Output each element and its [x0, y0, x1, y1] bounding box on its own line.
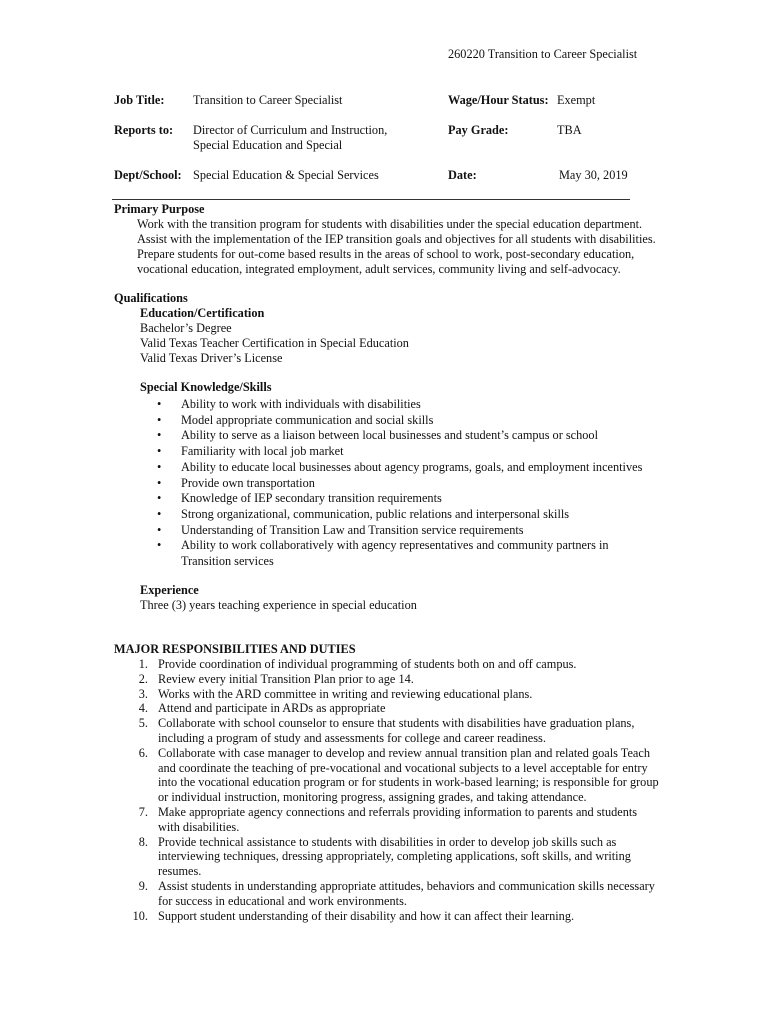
duty-text: Works with the ARD committee in writing and reviewing educational plans.	[158, 686, 533, 701]
list-item	[114, 657, 659, 672]
education-item: Valid Texas Driver’s License	[140, 351, 283, 365]
wage-status-label: Wage/Hour Status:	[448, 93, 549, 107]
list-item	[140, 507, 670, 523]
date-value: May 30, 2019	[559, 168, 628, 182]
skill-text: Ability to educate local businesses about agency programs, goals, and employment incentives	[181, 459, 643, 474]
reports-to-value-line1: Director of Curriculum and Instruction,	[193, 123, 388, 137]
skill-text: Ability to work collaboratively with agency representatives and community partners in Transition services	[181, 538, 609, 569]
bullet-icon: •	[157, 397, 162, 411]
bullet-icon: •	[157, 475, 162, 490]
list-item	[140, 413, 670, 429]
date-label: Date:	[448, 168, 477, 182]
skill-text: Strong organizational, communication, public relations and interpersonal skills	[181, 506, 570, 521]
list-item	[140, 460, 670, 476]
list-item	[114, 835, 659, 879]
duty-text: Provide technical assistance to students with disabilities in order to develop job skills such as interviewing techniques, dressing appropriately, completing applications, soft skills, and writing resumes.	[158, 834, 631, 879]
bullet-icon: •	[157, 506, 162, 521]
document-code: 260220 Transition to Career Specialist	[448, 47, 638, 61]
skill-text: Provide own transportation	[181, 475, 315, 490]
item-number: 2.	[138, 671, 148, 686]
education-item: Bachelor’s Degree	[140, 321, 232, 335]
bullet-icon: •	[157, 412, 162, 427]
duty-text: Review every initial Transition Plan prior to age 14.	[158, 671, 414, 686]
bullet-icon: •	[157, 428, 162, 443]
experience-heading: Experience	[140, 583, 199, 597]
wage-status-value: Exempt	[557, 93, 596, 107]
duty-text: Collaborate with school counselor to ensure that students with disabilities have graduation plans, including a program of study and assessments for college and career readiness.	[158, 716, 635, 745]
bullet-icon: •	[157, 538, 162, 553]
skill-text: Familiarity with local job market	[181, 444, 344, 459]
list-item	[114, 687, 659, 702]
item-number: 5.	[138, 716, 148, 731]
duty-text: Support student understanding of their disability and how it can affect their learning.	[158, 908, 575, 923]
duty-text: Make appropriate agency connections and referrals providing information to parents and students with disabilities.	[158, 804, 638, 834]
duty-text: Provide coordination of individual programming of students both on and off campus.	[158, 657, 577, 671]
item-number: 6.	[138, 745, 148, 760]
skill-text: Model appropriate communication and social skills	[181, 412, 434, 427]
skill-text: Ability to serve as a liaison between local businesses and student’s campus or school	[181, 428, 598, 443]
skill-text: Knowledge of IEP secondary transition requirements	[181, 491, 442, 506]
job-title-label: Job Title:	[114, 93, 165, 107]
skill-text: Understanding of Transition Law and Transition service requirements	[181, 522, 524, 537]
item-number: 8.	[138, 834, 148, 849]
item-number: 9.	[138, 878, 148, 893]
duty-text: Collaborate with case manager to develop and review annual transition plan and related goals Teach and coordinate the teaching of pre-vocational and vocational subjects to a level acceptable for entry into the vocational education program or for students in work-based learning; is responsible for group or individual instruction, monitoring progress, assigning grades, and taking attendance.	[158, 745, 659, 805]
list-item	[114, 672, 659, 687]
bullet-icon: •	[157, 491, 162, 506]
header-divider	[112, 199, 630, 200]
duty-text: Assist students in understanding appropriate attitudes, behaviors and communication skills necessary for success in educational and work environments.	[158, 878, 655, 908]
education-heading: Education/Certification	[140, 306, 265, 320]
list-item	[140, 538, 670, 569]
list-item	[114, 746, 659, 805]
list-item	[114, 716, 659, 746]
list-item	[114, 909, 659, 924]
skill-text: Ability to work with individuals with disabilities	[181, 397, 421, 411]
primary-purpose-heading: Primary Purpose	[114, 202, 205, 216]
duties-list	[114, 657, 659, 923]
list-item	[114, 879, 659, 909]
reports-to-label: Reports to:	[114, 123, 174, 137]
list-item	[114, 805, 659, 835]
list-item	[140, 491, 670, 507]
list-item	[140, 523, 670, 539]
qualifications-heading: Qualifications	[114, 291, 188, 305]
list-item	[140, 476, 670, 492]
pay-grade-value: TBA	[557, 123, 582, 137]
list-item	[140, 428, 670, 444]
skills-heading: Special Knowledge/Skills	[140, 380, 272, 394]
bullet-icon: •	[157, 444, 162, 459]
job-title-value: Transition to Career Specialist	[193, 93, 343, 107]
experience-text: Three (3) years teaching experience in special education	[140, 598, 417, 612]
pay-grade-label: Pay Grade:	[448, 123, 509, 137]
item-number: 3.	[138, 686, 148, 701]
dept-school-value: Special Education & Special Services	[193, 168, 379, 182]
bullet-icon: •	[157, 459, 162, 474]
skills-list	[140, 397, 670, 570]
item-number: 7.	[138, 804, 148, 819]
education-item: Valid Texas Teacher Certification in Special Education	[140, 336, 409, 350]
dept-school-label: Dept/School:	[114, 168, 182, 182]
list-item	[140, 444, 670, 460]
duty-text: Attend and participate in ARDs as appropriate	[158, 701, 386, 716]
list-item	[140, 397, 670, 413]
item-number: 1.	[138, 657, 148, 671]
duties-heading: MAJOR RESPONSIBILITIES AND DUTIES	[114, 642, 356, 656]
bullet-icon: •	[157, 522, 162, 537]
list-item	[114, 701, 659, 716]
item-number: 10.	[132, 908, 148, 923]
item-number: 4.	[138, 701, 148, 716]
reports-to-value-line2: Special Education and Special	[193, 138, 343, 152]
primary-purpose-text: Work with the transition program for students with disabilities under the special education department. Assist with the implementation of the IEP transition goals and objectives for all students with disabilities. Prepare students for out-come based results in the areas of school to work, post-secondary education, vocational education, integrated employment, adult services, community living and self-advocacy.	[137, 217, 656, 276]
